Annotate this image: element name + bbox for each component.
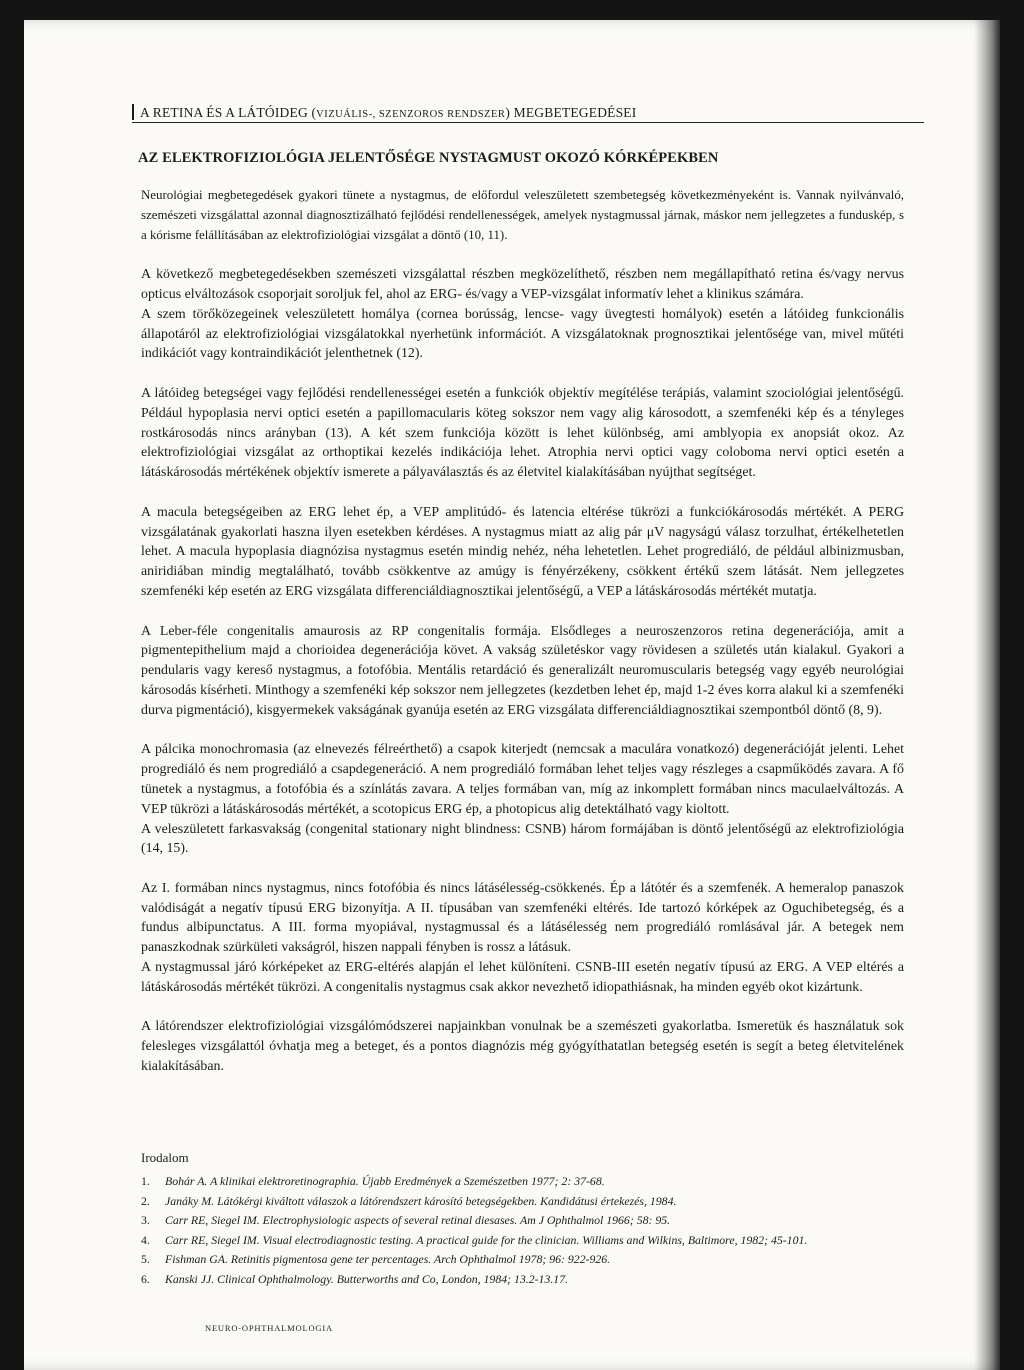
header-title-small: VIZUÁLIS-, SZENZOROS RENDSZER bbox=[316, 109, 506, 120]
references bbox=[141, 1150, 921, 1290]
paragraph: Neurológiai megbetegedések gyakori tünete a nystagmus, de előfordul veleszületett szembetegség következményeként is. Vannak nyilvánvaló, szemészeti vizsgálattal azonnal diagnosztizálható fejlődési rendellenességek, amelyek nystagmussal járnak, máskor nem jellegzetes a funduskép, s a kórisme felállításában az elektrofiziológiai vizsgálat a döntő (10, 11). bbox=[141, 188, 904, 242]
paragraph: Az I. formában nincs nystagmus, nincs fotofóbia és nincs látásélesség-csökkenés. Ép a látótér és a szemfenék. A hemeralop panaszok valódiságát a negatív típusú ERG bizonyítja. A II. típusában van szemfenéki eltérés. Ide tartozó kórképek az Oguchibetegség, és a fundus albipunctatus. A III. forma myopiával, nystagmussal és a látásélesség nem progrediáló romlásával jár. A betegek nem panaszkodnak szürkületi vakságról, hiszen nappali fényben is rossz a látásuk. bbox=[141, 880, 904, 956]
reference-text: Bohár A. A klinikai elektroretinographia. Újabb Eredmények a Szemészetben 1977; 2: 37-68. bbox=[165, 1174, 605, 1188]
reference-number: 3. bbox=[141, 1213, 150, 1228]
paragraph: A pálcika monochromasia (az elnevezés félreérthető) a csapok kiterjedt (nemcsak a maculára vonatkozó) degenerációját jelenti. Lehet progrediáló és nem progrediáló a csapdegeneráció. A nem progrediáló formában lehet teljes vagy részleges a csapműködés zavara. A fő tünetek a nystagmus, a fotofóbia és a színlátás zavara. A teljes formában van, míg az inkomplett formában nincs maculaelváltozás. A VEP tükrözi a látáskárosodás mértékét, a scotopicus ERG ép, a photopicus alig detektálható vagy kioltott. bbox=[141, 742, 904, 817]
references-list bbox=[141, 1172, 921, 1290]
reference-number: 6. bbox=[141, 1271, 150, 1286]
reference-item bbox=[141, 1270, 921, 1290]
header-title-part1: A RETINA ÉS A LÁTÓIDEG ( bbox=[140, 105, 317, 120]
paragraph: A Leber-féle congenitalis amaurosis az RP congenitalis formája. Elsődleges a neuroszenzoros retina degenerációja, amit a pigmentepithelium majd a chorioidea degenerációja követ. A vakság születéskor vagy rövidesen a születés után kialakul. Gyakori a pendularis vagy kereső nystagmus, a fotofóbia. Mentális retardáció és generalizált neuromuscularis betegség vagy egyéb neurológiai károsodás kísérheti. Minthogy a szemfenéki kép sokszor nem jellegzetes (kezdetben lehet ép, majd 1-2 éves korra alakul ki a szemfenéki durva pigmentáció), kisgyermekek vakságának gyanúja esetén az ERG vizsgálata differenciáldiagnosztikai szempontból döntő (8, 9). bbox=[141, 623, 904, 718]
reference-text: Carr RE, Siegel IM. Visual electrodiagnostic testing. A practical guide for the clinician. Williams and Wilkins, Baltimore, 1982; 45-101. bbox=[165, 1232, 808, 1247]
paragraph: A látórendszer elektrofiziológiai vizsgálómódszerei napjainkban vonulnak be a szemészeti gyakorlatba. Ismeretük és használatuk sok felesleges vizsgálattól óvhatja meg a beteget, és a pontos diagnózis még gyógyíthatatlan betegség esetén is segít a beteg életvitelének kialakításában. bbox=[141, 1019, 904, 1075]
reference-text: Fishman GA. Retinitis pigmentosa gene ter percentages. Arch Ophthalmol 1978; 96: 922-926. bbox=[165, 1252, 611, 1267]
document-page bbox=[24, 20, 1000, 1370]
reference-item bbox=[141, 1192, 921, 1212]
reference-text: Kanski JJ. Clinical Ophthalmology. Butterworths and Co, London, 1984; 13.2-13.17. bbox=[165, 1271, 569, 1286]
paragraph: A szem törőközegeinek veleszületett homálya (cornea borússág, lencse- vagy üvegtesti homályok) esetén a látóideg funkcionális állapotáról az elektrofiziológiai vizsgálatokkal nyerhetünk információt. A vizsgálatoknak prognosztikai jelentősége van, mivel műtéti indikációt vagy kontraindikációt jelenthetnek (12). bbox=[141, 306, 904, 362]
reference-item bbox=[141, 1231, 921, 1251]
reference-item bbox=[141, 1250, 921, 1270]
page-footer: NEURO-OPHTHALMOLOGIA bbox=[205, 1323, 333, 1333]
header-rule-mark bbox=[132, 104, 134, 120]
reference-number: 4. bbox=[141, 1232, 150, 1247]
reference-number: 2. bbox=[141, 1193, 150, 1208]
paragraph: A következő megbetegedésekben szemészeti vizsgálattal részben megközelíthető, részben nem megállapítható retina és/vagy nervus opticus elváltozások csoporjait soroljuk fel, ahol az ERG- és/vagy a VEP-vizsgálat informatív lehet a klinikus számára. bbox=[141, 267, 904, 302]
reference-item bbox=[141, 1211, 921, 1231]
paragraph: A nystagmussal járó kórképeket az ERG-eltérés alapján el lehet különíteni. CSNB-III esetén negatív típusú az ERG. A VEP eltérés a látáskárosodás mértékét tükrözi. A congenitalis nystagmus csak akkor nevezhető idiopathiásnak, ha minden egyéb okot kizártunk. bbox=[141, 960, 904, 995]
header-title-part2: ) MEGBETEGEDÉSEI bbox=[505, 105, 637, 120]
references-heading: Irodalom bbox=[141, 1150, 189, 1165]
reference-text: Carr RE, Siegel IM. Electrophysiologic aspects of several retinal diesases. Am J Ophthalmol 1966; 58: 95. bbox=[165, 1213, 671, 1228]
running-header bbox=[132, 104, 924, 123]
body-text bbox=[141, 186, 904, 1077]
paragraph: A veleszületett farkasvakság (congenital stationary night blindness: CSNB) három formájában is döntő jelentőségű az elektrofiziológia (14, 15). bbox=[141, 821, 904, 857]
reference-item bbox=[141, 1172, 921, 1192]
reference-number: 1. bbox=[141, 1174, 150, 1188]
paragraph: A látóideg betegségei vagy fejlődési rendellenességei esetén a funkciók objektív megítélése terápiás, valamint szociológiai jelentőségű. Például hypoplasia nervi optici esetén a papillomacularis köteg sokszor nem vagy alig károsodott, a szemfenéki kép és a tényleges rostkárosodás nincs arányban (13). A két szem funkciója között is lehet különbség, ami amblyopia ex anopsiát okoz. Az elektrofiziológiai vizsgálat az orthoptikai kezelés indikációja lehet. Atrophia nervi optici vagy coloboma nervi optici esetén a látáskárosodás mértékének objektív ismerete a pályaválasztás és az életvitel kialakításában nyújthat segítséget. bbox=[141, 385, 904, 481]
section-title: AZ ELEKTROFIZIOLÓGIA JELENTŐSÉGE NYSTAGMUST OKOZÓ KÓRKÉPEKBEN bbox=[138, 150, 719, 166]
reference-number: 5. bbox=[141, 1252, 150, 1267]
paragraph: A macula betegségeiben az ERG lehet ép, a VEP amplitúdó- és latencia eltérése tükrözi a funkciókárosodás mértékét. A PERG vizsgálatának gyakorlati haszna ilyen esetekben kérdéses. A nystagmus miatt az alig pár μV nagyságú válasz torzulhat, értékelhetetlen lehet. A macula hypoplasia diagnózisa nystagmus esetén mindig nehéz, néha lehetetlen. Lehet progrediáló, de például albinizmusban, aniridiában mindig megtalálható, tovább csökkentve az amúgy is fényérzékeny, csökkent értékű szem látását. Nem jellegzetes szemfenéki kép esetén az ERG vizsgálata differenciáldiagnosztikai jelentőségű, a VEP a látáskárosodás mértékét mutatja. bbox=[141, 504, 904, 599]
reference-text: Janáky M. Látókérgi kiváltott válaszok a látórendszert károsító betegségekben. Kandidátusi értekezés, 1984. bbox=[165, 1193, 677, 1208]
